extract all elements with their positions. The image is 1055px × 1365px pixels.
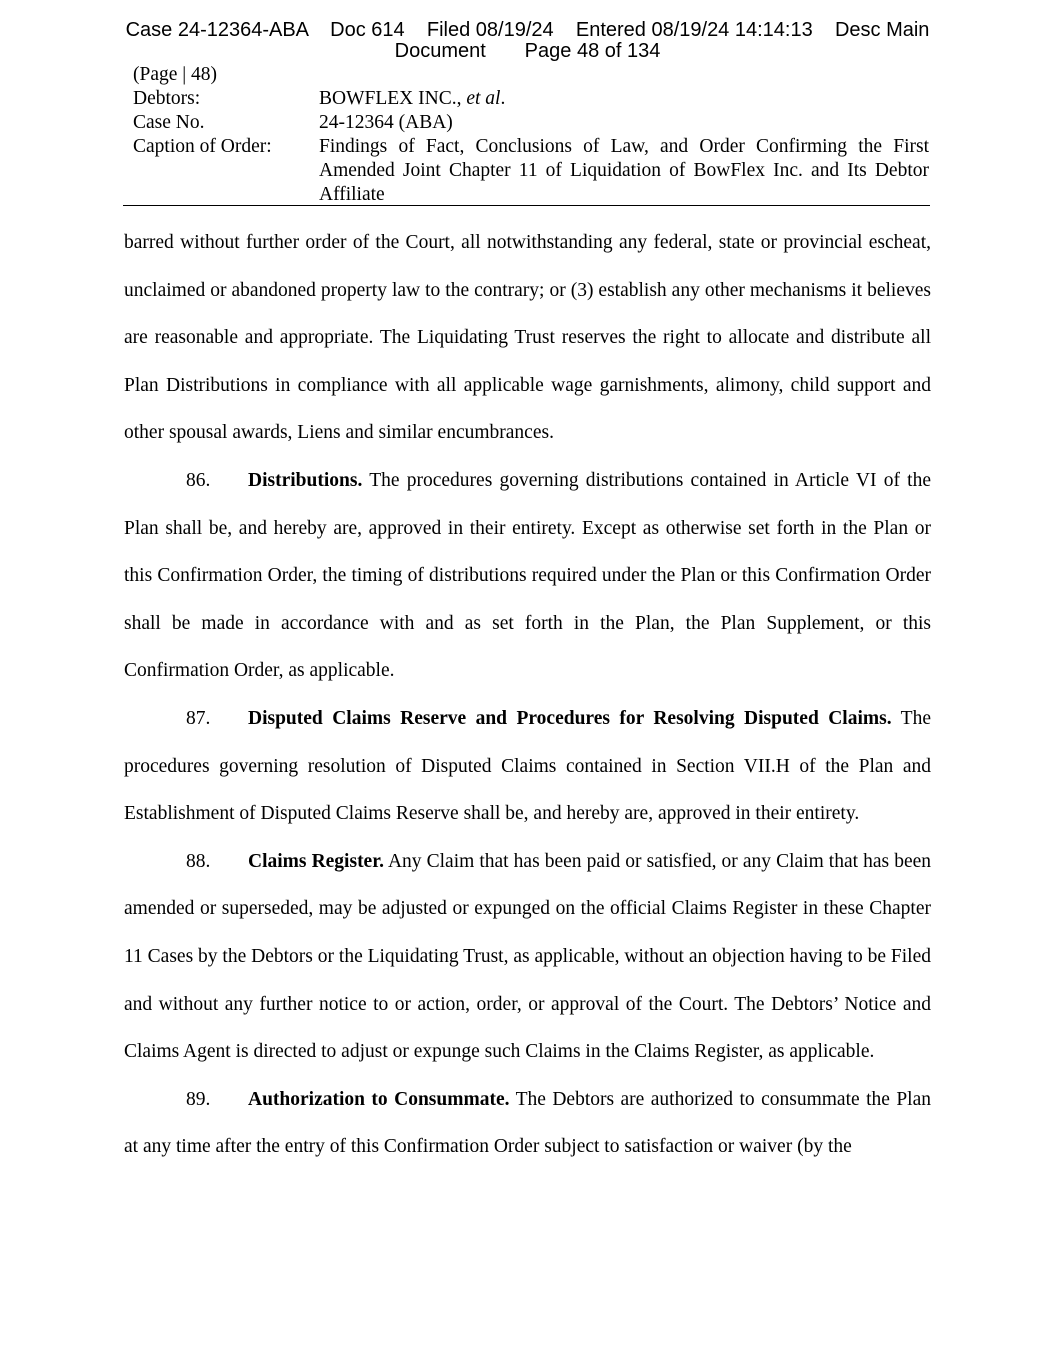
paragraph-text: The Debtors are authorized to consummate the Plan at any time after the entry of this Confirmation Order subject to satisfaction or waiver (by the [124, 1088, 932, 1158]
order-caption-line: Amended Joint Chapter 11 of Liquidation of BowFlex Inc. and Its Debtor [319, 160, 929, 181]
paragraph-number: 89. [186, 1088, 211, 1110]
caption-divider [123, 205, 930, 206]
paragraph-number: 88. [186, 850, 211, 872]
caption-page-number: (Page | 48) [133, 64, 218, 85]
debtors-etal: et al [466, 88, 501, 109]
order-caption-label: Caption of Order: [133, 136, 272, 157]
order-caption-line: Affiliate [319, 184, 385, 205]
document-body [124, 219, 931, 1171]
paragraph-text: The procedures governing resolution of Disputed Claims contained in Section VII.H of the Plan and Establishment of Disputed Claims Reserve shall be, and hereby are, approved in their entirety. [124, 707, 931, 825]
paragraph-88 [124, 838, 931, 1076]
order-caption-value [319, 135, 929, 207]
case-number-label: Case No. [133, 112, 205, 133]
caption-order-row [133, 135, 929, 207]
debtors-value [319, 87, 929, 111]
paragraph-87 [124, 695, 931, 838]
paragraph-heading: Disputed Claims Reserve and Procedures for Resolving Disputed Claims. [248, 707, 892, 729]
caption-debtors-row [133, 87, 929, 111]
continued-paragraph: barred without further order of the Court, all notwithstanding any federal, state or provincial escheat, unclaimed or abandoned property law to the contrary; or (3) establish any other mechanisms it believes are reasonable and appropriate. The Liquidating Trust reserves the right to allocate and distribute all Plan Distributions in compliance with all applicable wage garnishments, alimony, child support and other spousal awards, Liens and similar encumbrances. [124, 232, 931, 444]
court-filing-header [0, 20, 1055, 62]
debtors-name: BOWFLEX INC., [319, 88, 462, 109]
paragraph-number: 86. [186, 469, 211, 491]
document-page-line: Document Page 48 of 134 [394, 40, 661, 62]
filing-stamp-line: Case 24-12364-ABA Doc 614 Filed 08/19/24 Entered 08/19/24 14:14:13 Desc Main [125, 19, 930, 41]
debtors-period: . [500, 88, 506, 109]
paragraph-text: Any Claim that has been paid or satisfied, or any Claim that has been amended or superseded, may be adjusted or expunged on the official Claims Register in these Chapter 11 Cases by the Debtors or the Liquidating Trust, as applicable, without an objection having to be Filed and without any further notice to or action, order, or approval of the Court. The Debtors’ Notice and Claims Agent is directed to adjust or expunge such Claims in the Claims Register, as applicable. [124, 850, 932, 1063]
order-caption-line: Findings of Fact, Conclusions of Law, and Order Confirming the First [319, 136, 929, 157]
paragraph-number: 87. [186, 707, 211, 729]
case-number-value: 24-12364 (ABA) [319, 112, 453, 133]
paragraph-heading: Distributions. [248, 469, 363, 491]
paragraph-89 [124, 1076, 931, 1171]
caption-case-row [133, 111, 929, 135]
debtors-label: Debtors: [133, 88, 201, 109]
caption-page-row [133, 63, 929, 87]
paragraph-heading: Authorization to Consummate. [248, 1088, 510, 1110]
paragraph-heading: Claims Register. [248, 850, 384, 872]
paragraph-text: The procedures governing distributions contained in Article VI of the Plan shall be, and hereby are, approved in their entirety. Except as otherwise set forth in the Plan or this Confirmation Order, the timing of distributions required under the Plan or this Confirmation Order shall be made in accordance with and as set forth in the Plan, the Plan Supplement, or this Confirmation Order, as applicable. [124, 469, 931, 682]
order-caption [133, 63, 929, 207]
paragraph-86 [124, 457, 931, 695]
